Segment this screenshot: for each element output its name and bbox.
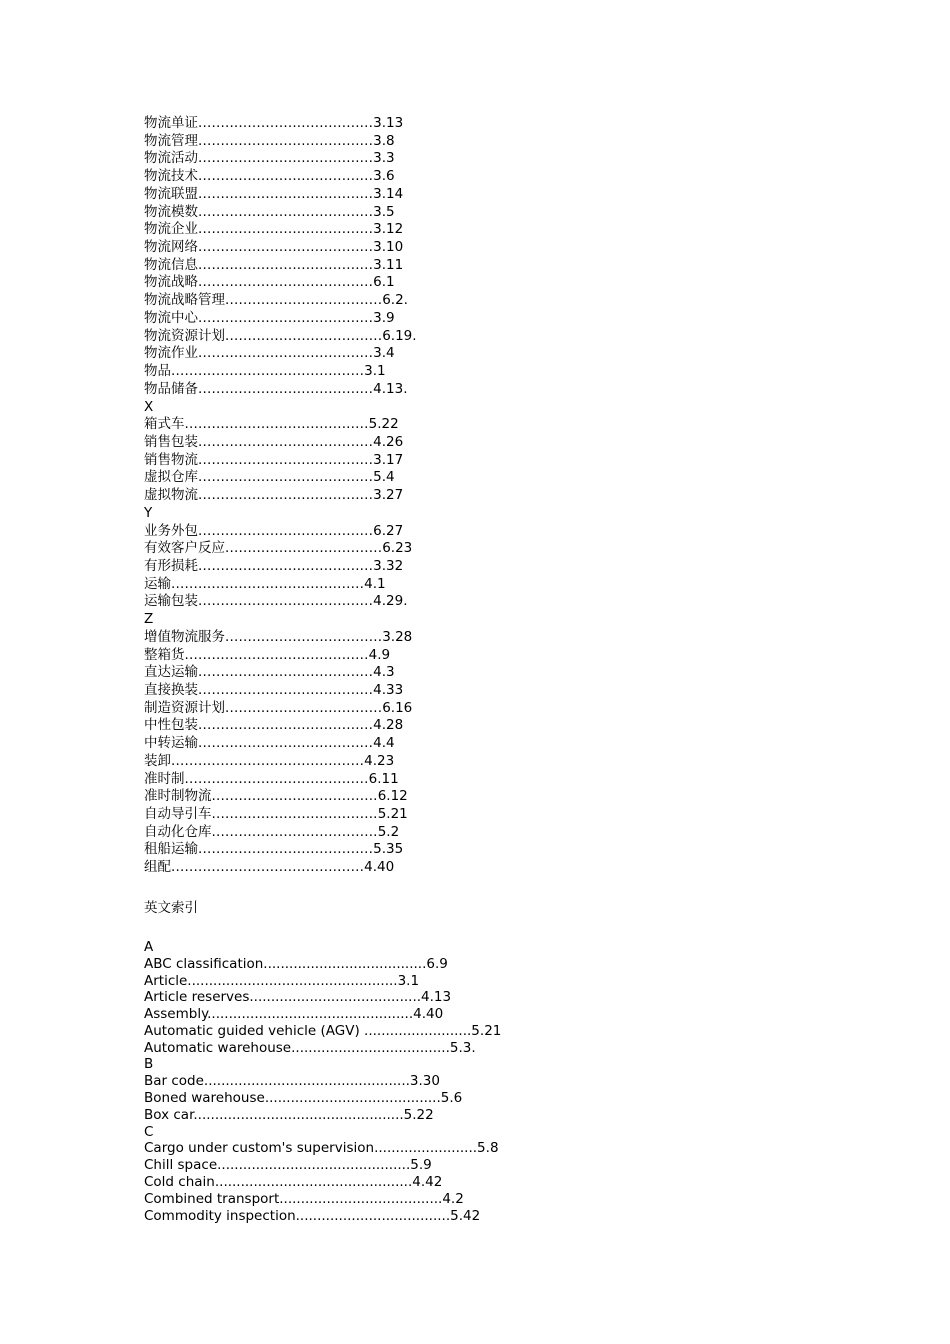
index-entry-leader: .......................................	[198, 203, 374, 220]
index-entry-term: 准时制	[144, 770, 185, 787]
index-entry	[144, 133, 844, 151]
index-entry: Automatic warehouse.....................................5.3.	[144, 1039, 476, 1056]
index-entry	[144, 381, 844, 399]
index-entry-term: 组配	[144, 859, 171, 876]
index-entry-term: 业务外包	[144, 522, 198, 539]
index-entry-leader: ...........................................	[171, 859, 365, 876]
index-entry-ref: 3.3	[373, 150, 395, 167]
index-entry	[144, 523, 844, 541]
index-entry-term: 物流模数	[144, 203, 198, 220]
index-entry-ref: 5.2	[377, 823, 400, 840]
index-entry-ref: 4.3	[373, 664, 395, 681]
index-entry-leader: .......................................	[198, 345, 374, 362]
index-entry-ref: 3.32	[373, 557, 404, 574]
index-entry-leader: .......................................	[198, 593, 374, 610]
index-entry-ref: 3.8	[373, 132, 395, 149]
index-entry-leader: .......................................	[198, 380, 374, 397]
index-entry	[144, 647, 844, 665]
index-entry	[144, 735, 844, 753]
index-entry-ref: 4.28	[373, 717, 404, 734]
index-entry	[144, 292, 844, 310]
index-entry-ref: 4.23	[364, 752, 395, 769]
index-entry-leader: .......................................	[198, 150, 374, 167]
index-entry-ref: 3.4	[373, 345, 395, 362]
index-entry	[144, 806, 844, 824]
index-entry-ref: 3.5	[373, 203, 395, 220]
index-entry-term: 准时制物流	[144, 788, 212, 805]
index-entry	[144, 540, 844, 558]
index-entry-leader: .......................................	[198, 221, 374, 238]
index-entry-term: 物流活动	[144, 150, 198, 167]
index-entry-ref: 6.27	[373, 522, 404, 539]
index-entry-term: 增值物流服务	[144, 628, 225, 645]
index-entry-leader: .....................................	[211, 823, 378, 840]
index-entry	[144, 717, 844, 735]
index-entry-term: 箱式车	[144, 416, 185, 433]
english-index-list	[144, 939, 844, 1225]
index-section-letter: Y	[144, 504, 153, 521]
index-entry: Cargo under custom's supervision........................5.8	[144, 1140, 499, 1157]
index-entry-ref: 6.11	[368, 770, 399, 787]
index-entry-leader: .......................................	[198, 735, 374, 752]
index-entry	[144, 363, 844, 381]
index-entry: Automatic guided vehicle (AGV) .........................5.21	[144, 1022, 502, 1039]
index-page	[144, 115, 844, 1224]
index-entry	[144, 487, 844, 505]
index-entry: Bar code................................................3.30	[144, 1073, 440, 1090]
index-entry: Cold chain..............................................4.42	[144, 1174, 443, 1191]
index-entry	[144, 150, 844, 168]
index-entry	[144, 664, 844, 682]
index-entry	[144, 257, 844, 275]
index-entry-ref: 3.27	[373, 487, 404, 504]
index-entry-ref: 4.40	[364, 859, 395, 876]
index-entry-ref: 4.13.	[373, 380, 408, 397]
index-entry-leader: ...................................	[225, 327, 383, 344]
index-entry-term: 物流企业	[144, 221, 198, 238]
index-entry-term: 虚拟仓库	[144, 469, 198, 486]
index-entry-ref: 6.1	[373, 274, 395, 291]
index-entry-ref: 5.4	[373, 469, 395, 486]
index-entry-leader: ...........................................	[171, 752, 365, 769]
index-entry-ref: 6.19.	[382, 327, 417, 344]
index-entry-term: 中转运输	[144, 735, 198, 752]
index-entry-ref: 6.12	[377, 788, 408, 805]
index-entry-term: 制造资源计划	[144, 699, 225, 716]
index-entry	[144, 629, 844, 647]
index-entry-leader: .......................................	[198, 433, 374, 450]
index-entry-ref: 6.16	[382, 699, 413, 716]
index-section-letter: A	[144, 938, 154, 955]
index-entry	[144, 416, 844, 434]
index-entry-leader: .......................................	[198, 185, 374, 202]
index-entry-term: 物品	[144, 363, 171, 380]
index-entry-ref: 4.29.	[373, 593, 408, 610]
index-entry-term: 物流战略管理	[144, 292, 225, 309]
index-entry-term: 物流战略	[144, 274, 198, 291]
index-entry-leader: .......................................	[198, 522, 374, 539]
index-entry-leader: .....................................	[211, 806, 378, 823]
index-entry-leader: .......................................	[198, 115, 374, 131]
index-entry-term: 物流联盟	[144, 185, 198, 202]
index-entry-term: 运输	[144, 575, 171, 592]
index-entry	[144, 186, 844, 204]
index-entry-leader: .......................................	[198, 239, 374, 256]
index-entry-ref: 3.11	[373, 256, 404, 273]
index-entry-term: 物流管理	[144, 132, 198, 149]
index-entry-ref: 3.17	[373, 451, 404, 468]
index-entry-leader: ...................................	[225, 540, 383, 557]
index-entry	[144, 469, 844, 487]
index-entry-term: 物流单证	[144, 115, 198, 131]
index-entry-term: 物流网络	[144, 239, 198, 256]
index-entry-term: 装卸	[144, 752, 171, 769]
index-entry: Commodity inspection....................................5.42	[144, 1207, 481, 1224]
index-entry-term: 直接换装	[144, 682, 198, 698]
index-entry-leader: ...................................	[225, 292, 383, 309]
index-entry-term: 物流资源计划	[144, 327, 225, 344]
index-entry: Assembly................................................4.40	[144, 1006, 444, 1023]
index-entry-ref: 4.33	[373, 682, 404, 698]
index-entry-term: 整箱货	[144, 646, 185, 663]
index-entry	[144, 221, 844, 239]
index-entry	[144, 859, 844, 877]
index-entry: ABC classification......................................6.9	[144, 955, 448, 972]
index-entry: Box car.................................................5.22	[144, 1106, 434, 1123]
index-entry-term: 有形损耗	[144, 557, 198, 574]
index-entry	[144, 239, 844, 257]
index-entry-term: 自动化仓库	[144, 823, 212, 840]
index-entry: Combined transport......................................4.2	[144, 1190, 464, 1207]
index-entry-ref: 4.9	[368, 646, 391, 663]
index-section-letter: C	[144, 1123, 154, 1140]
index-entry	[144, 204, 844, 222]
index-entry-ref: 5.35	[373, 841, 404, 858]
index-section-letter: B	[144, 1056, 154, 1073]
index-entry-term: 物流信息	[144, 256, 198, 273]
index-entry	[144, 593, 844, 611]
index-entry-leader: .......................................	[198, 682, 374, 698]
index-entry-ref: 5.22	[368, 416, 399, 433]
index-entry-leader: .........................................	[184, 770, 369, 787]
index-entry-leader: .....................................	[211, 788, 378, 805]
index-entry	[144, 682, 844, 700]
index-entry-term: 物流中心	[144, 309, 198, 326]
index-entry-leader: .......................................	[198, 557, 374, 574]
index-entry-leader: .........................................	[184, 416, 369, 433]
index-entry-ref: 3.28	[382, 628, 413, 645]
index-entry-leader: .......................................	[198, 841, 374, 858]
index-entry-term: 自动导引车	[144, 806, 212, 823]
index-entry: Article.................................................3.1	[144, 972, 420, 989]
index-entry-term: 租船运输	[144, 841, 198, 858]
english-index-heading: 英文索引	[144, 899, 198, 916]
index-entry	[144, 328, 844, 346]
index-entry-leader: .......................................	[198, 469, 374, 486]
index-entry-leader: ...................................	[225, 628, 383, 645]
index-entry-leader: .......................................	[198, 664, 374, 681]
index-entry-leader: ...................................	[225, 699, 383, 716]
index-entry-ref: 3.6	[373, 168, 395, 185]
index-entry	[144, 558, 844, 576]
index-entry-ref: 3.13	[373, 115, 404, 131]
index-entry: Article reserves........................................4.13	[144, 989, 452, 1006]
index-entry-leader: ...........................................	[171, 363, 365, 380]
index-section-letter: X	[144, 398, 154, 415]
index-entry-term: 中性包装	[144, 717, 198, 734]
index-entry	[144, 576, 844, 594]
index-entry	[144, 771, 844, 789]
index-entry	[144, 700, 844, 718]
index-entry-leader: .........................................	[184, 646, 369, 663]
index-entry	[144, 274, 844, 292]
index-entry: Chill space.............................................5.9	[144, 1157, 432, 1174]
index-entry-term: 物品储备	[144, 380, 198, 397]
index-entry	[144, 824, 844, 842]
index-entry	[144, 310, 844, 328]
index-entry-ref: 3.12	[373, 221, 404, 238]
index-entry-term: 运输包装	[144, 593, 198, 610]
index-entry-ref: 4.4	[373, 735, 395, 752]
index-entry-term: 直达运输	[144, 664, 198, 681]
index-entry	[144, 841, 844, 859]
index-entry-ref: 4.26	[373, 433, 404, 450]
index-entry-term: 物流作业	[144, 345, 198, 362]
index-entry-ref: 4.1	[364, 575, 386, 592]
index-entry-ref: 3.10	[373, 239, 404, 256]
index-entry-leader: ...........................................	[171, 575, 365, 592]
index-entry	[144, 788, 844, 806]
chinese-index-list	[144, 115, 844, 877]
index-entry-ref: 6.23	[382, 540, 413, 557]
index-entry-term: 有效客户反应	[144, 540, 225, 557]
index-entry	[144, 168, 844, 186]
index-entry-term: 物流技术	[144, 168, 198, 185]
index-entry-ref: 6.2.	[382, 292, 408, 309]
index-entry-leader: .......................................	[198, 256, 374, 273]
index-entry	[144, 753, 844, 771]
index-entry	[144, 452, 844, 470]
index-entry-leader: .......................................	[198, 168, 374, 185]
index-entry	[144, 115, 844, 133]
index-entry-leader: .......................................	[198, 132, 374, 149]
index-entry-leader: .......................................	[198, 274, 374, 291]
index-section-letter: Z	[144, 611, 154, 628]
index-entry: Boned warehouse.........................................5.6	[144, 1090, 463, 1107]
index-entry-leader: .......................................	[198, 487, 374, 504]
index-entry-term: 销售物流	[144, 451, 198, 468]
index-entry-ref: 5.21	[377, 806, 408, 823]
index-entry-leader: .......................................	[198, 451, 374, 468]
index-entry	[144, 345, 844, 363]
index-entry-leader: .......................................	[198, 309, 374, 326]
index-entry-ref: 3.14	[373, 185, 404, 202]
index-entry-leader: .......................................	[198, 717, 374, 734]
index-entry-ref: 3.1	[364, 363, 386, 380]
index-entry-term: 销售包装	[144, 433, 198, 450]
index-entry-term: 虚拟物流	[144, 487, 198, 504]
index-entry-ref: 3.9	[373, 309, 395, 326]
index-entry	[144, 434, 844, 452]
